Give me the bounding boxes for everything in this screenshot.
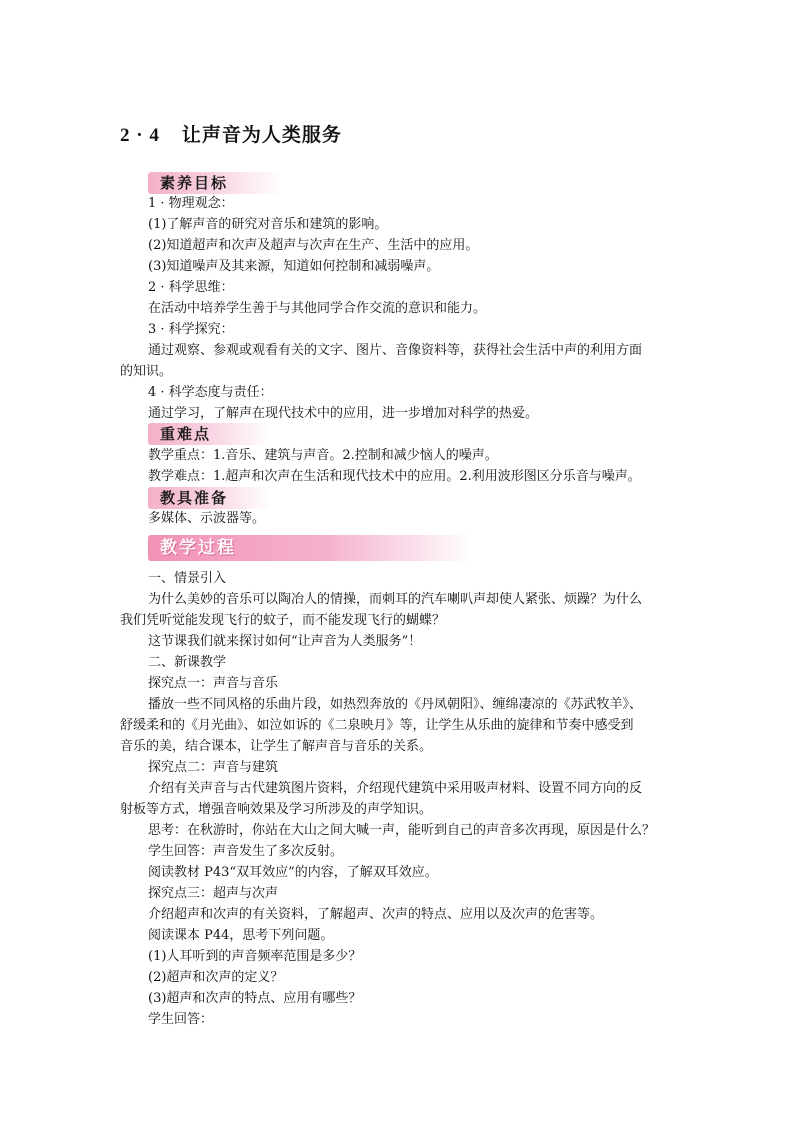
explore-3-reading: 阅读课本 P44，思考下列问题。 <box>148 928 334 943</box>
goal-1a: (1)了解声音的研究对音乐和建筑的影响。 <box>148 217 388 232</box>
goal-3b: 的知识。 <box>120 364 173 379</box>
goal-4a: 通过学习，了解声在现代技术中的应用，进一步增加对科学的热爱。 <box>148 406 539 421</box>
explore-1-heading: 探究点一：声音与音乐 <box>148 676 279 691</box>
goal-3-heading: 3 · 科学探究： <box>148 322 234 337</box>
lesson-title <box>120 120 342 147</box>
process-intro-heading: 一、情景引入 <box>148 571 227 586</box>
section-badge-process: 教学过程 <box>148 535 472 561</box>
explore-3-question-2: (2)超声和次声的定义？ <box>148 970 284 985</box>
explore-1-text-2: 舒缓柔和的《月光曲》、如泣如诉的《二泉映月》等，让学生从乐曲的旋律和节奏中感受到 <box>120 718 634 733</box>
explore-2-answer: 学生回答：声音发生了多次反射。 <box>148 844 344 859</box>
explore-2-text-2: 射板等方式，增强音响效果及学习所涉及的声学知识。 <box>120 802 433 817</box>
process-intro-text-1: 为什么美妙的音乐可以陶冶人的情操，而刺耳的汽车喇叭声却使人紧张、烦躁？为什么 <box>148 592 643 607</box>
explore-3-question-1: (1)人耳听到的声音频率范围是多少？ <box>148 949 362 964</box>
explore-2-reading: 阅读教材 P43“双耳效应”的内容，了解双耳效应。 <box>148 865 438 880</box>
explore-2-heading: 探究点二：声音与建筑 <box>148 760 279 775</box>
prep-items: 多媒体、示波器等。 <box>148 511 266 526</box>
process-intro-text-2: 我们凭听觉能发现飞行的蚊子，而不能发现飞行的蝴蝶？ <box>120 613 446 628</box>
section-badge-prep: 教具准备 <box>148 487 272 509</box>
goal-3a: 通过观察、参观或观看有关的文字、图片、音像资料等，获得社会生活中声的利用方面 <box>148 343 643 358</box>
explore-3-question-3: (3)超声和次声的特点、应用有哪些？ <box>148 991 362 1006</box>
key-point-2: 教学难点：1.超声和次声在生活和现代技术中的应用。2.利用波形图区分乐音与噪声。 <box>148 469 641 484</box>
explore-3-heading: 探究点三：超声与次声 <box>148 886 279 901</box>
process-new-lesson-heading: 二、新课教学 <box>148 655 227 670</box>
lesson-title-text: 让声音为人类服务 <box>181 124 342 146</box>
lesson-number: 2 · 4 <box>120 125 160 146</box>
explore-1-text-1: 播放一些不同风格的乐曲片段，如热烈奔放的《丹凤朝阳》、缠绵凄凉的《苏武牧羊》、 <box>148 697 643 712</box>
explore-1-text-3: 音乐的美，结合课本，让学生了解声音与音乐的关系。 <box>120 739 433 754</box>
goal-2a: 在活动中培养学生善于与其他同学合作交流的意识和能力。 <box>148 301 487 316</box>
goal-2-heading: 2 · 科学思维： <box>148 280 234 295</box>
process-intro-text-3: 这节课我们就来探讨如何“让声音为人类服务”！ <box>148 634 422 649</box>
goal-1-heading: 1 · 物理观念： <box>148 196 234 211</box>
key-point-1: 教学重点：1.音乐、建筑与声音。2.控制和减少恼人的噪声。 <box>148 448 498 463</box>
goal-4-heading: 4 · 科学态度与责任： <box>148 385 273 400</box>
goal-1b: (2)知道超声和次声及超声与次声在生产、生活中的应用。 <box>148 238 479 253</box>
section-badge-key-points: 重难点 <box>148 423 272 445</box>
explore-3-answer-label: 学生回答： <box>148 1012 214 1027</box>
explore-2-text-1: 介绍有关声音与古代建筑图片资料，介绍现代建筑中采用吸声材料、设置不同方向的反 <box>148 781 643 796</box>
goal-1c: (3)知道噪声及其来源，知道如何控制和减弱噪声。 <box>148 259 440 274</box>
explore-2-question: 思考：在秋游时，你站在大山之间大喊一声，能听到自己的声音多次再现，原因是什么？ <box>148 823 656 838</box>
explore-3-text-1: 介绍超声和次声的有关资料，了解超声、次声的特点、应用以及次声的危害等。 <box>148 907 604 922</box>
section-badge-goals: 素养目标 <box>148 172 282 194</box>
